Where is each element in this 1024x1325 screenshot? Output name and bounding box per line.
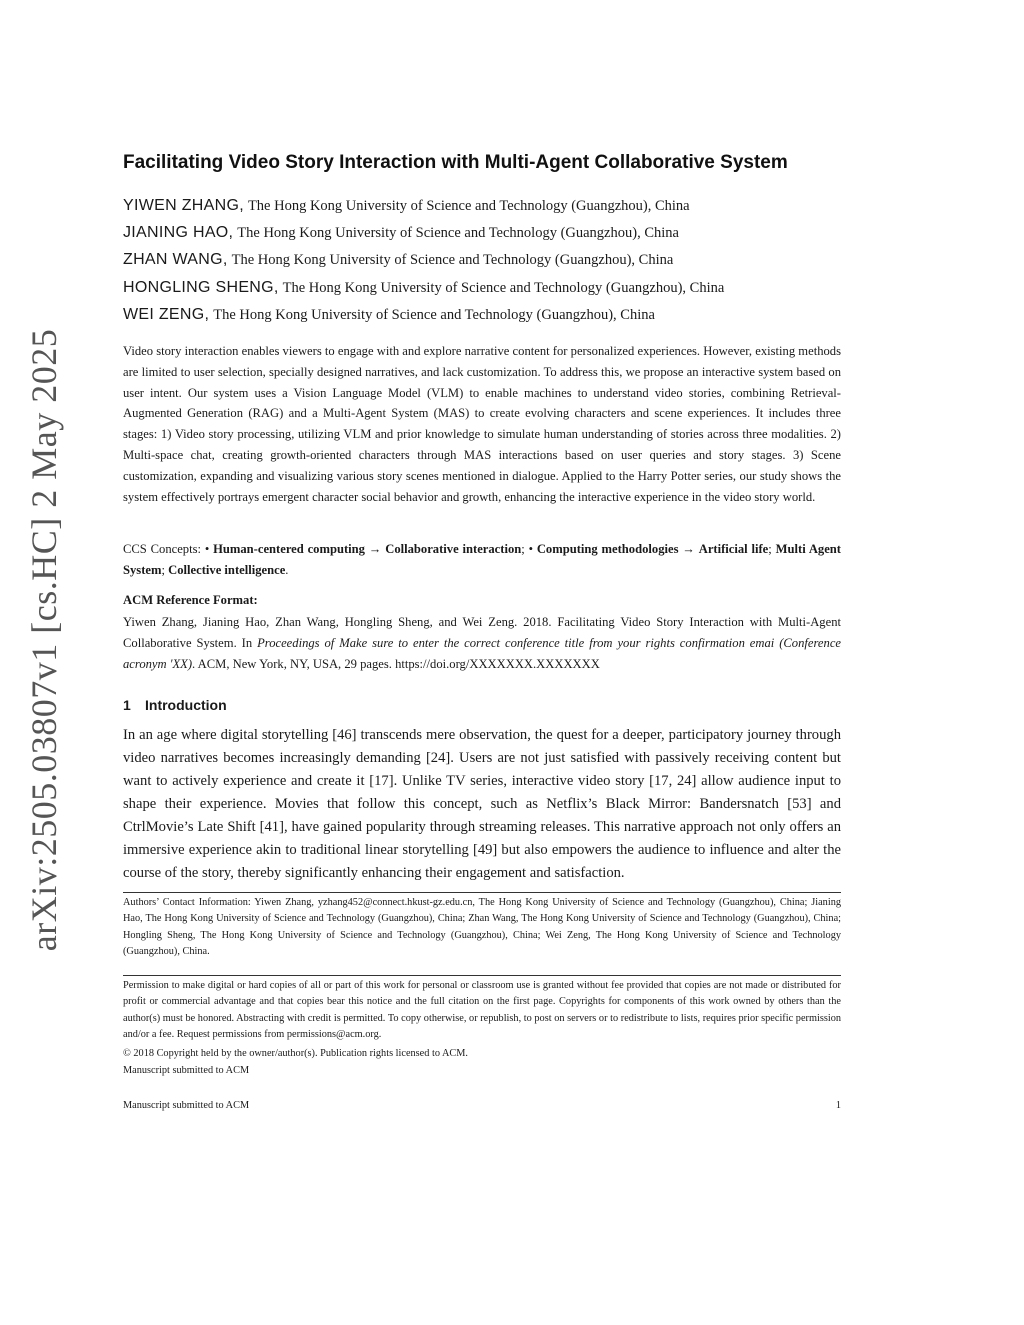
acm-reference-venue: Proceedings of Make sure to enter the correct conference title from your rights confirmation emai (Conference acronym 'XX) (123, 635, 841, 671)
ccs-arrow: → (678, 542, 699, 556)
author-name: WEI ZENG, (123, 305, 210, 323)
section-number: 1 (123, 697, 131, 713)
author-affiliation: The Hong Kong University of Science and Technology (Guangzhou), China (247, 198, 690, 214)
acm-reference-heading: ACM Reference Format: (123, 593, 258, 607)
ccs-concept: Human-centered computing (213, 542, 365, 556)
section-title: Introduction (145, 697, 227, 713)
section-heading-introduction (123, 697, 841, 713)
author-name: JIANING HAO, (123, 224, 234, 242)
ccs-concept: Artificial life (698, 542, 769, 556)
author-affiliation: The Hong Kong University of Science and Technology (Guangzhou), China (231, 252, 674, 269)
author-list (123, 197, 843, 333)
copyright-notice: © 2018 Copyright held by the owner/author(s). Publication rights licensed to ACM. (123, 1048, 469, 1059)
author-entry (123, 197, 843, 224)
author-name: ZHAN WANG, (123, 251, 228, 269)
author-affiliation: The Hong Kong University of Science and Technology (Guangzhou), China (237, 225, 679, 242)
author-entry (123, 224, 843, 251)
acm-reference-text (123, 612, 841, 674)
ccs-concept: Multi Agent System (123, 542, 841, 577)
author-name: YIWEN ZHANG, (123, 197, 244, 214)
abstract: Video story interaction enables viewers to engage with and explore narrative content for personalized experiences. However, existing methods are limited to user selection, specially designed narratives, and lack customization. To address this, we propose an interactive system based on user intent. Our system uses a Vision Language Model (VLM) to enable machines to understand video stories, combining Retrieval-Augmented Generation (RAG) and a Multi-Agent System (MAS) to create evolving characters and scene experiences. It includes three stages: 1) Video story processing, utilizing VLM and prior knowledge to simulate human understanding of stories across three modalities. 2) Multi-space chat, creating growth-oriented characters through MAS interactions based on user queries and story stages. 3) Scene customization, expanding and visualizing various story scenes mentioned in dialogue. Applied to the Harry Potter series, our study shows the system effectively portrays emergent character social behavior and growth, enhancing the interactive experience in the video story world. (123, 344, 841, 504)
author-entry (123, 306, 843, 333)
footnote-divider (123, 975, 841, 976)
author-entry (123, 251, 843, 278)
ccs-concept: Collaborative interaction (385, 542, 522, 556)
ccs-concept: Collective intelligence (168, 562, 286, 577)
page-number: 1 (835, 1100, 841, 1111)
arxiv-id-text: arXiv:2505.03807v1 [cs.HC] 2 May 2025 (24, 328, 64, 952)
author-affiliation: The Hong Kong University of Science and Technology (Guangzhou), China (282, 279, 725, 296)
author-contact-footnote: Authors’ Contact Information: Yiwen Zhang, yzhang452@connect.hkust-gz.edu.cn, The Hong Kong University of Science and Technology (Guangzhou), China; Jianing Hao, The Hong Kong University of Science and Technology (Guangzhou), China; Zhan Wang, The Hong Kong University of Science and Technology (Guangzhou), China; Hongling Sheng, The Hong Kong University of Science and Technology (Guangzhou), China; Wei Zeng, The Hong Kong University of Science and Technology (Guangzhou), China. (123, 897, 841, 958)
arxiv-sidebar-stamp (14, 328, 74, 952)
introduction-paragraph: In an age where digital storytelling [46] transcends mere observation, the quest for a deeper, participatory journey through video narratives becomes increasingly demanding [24]. Users are not just satisfied with passively receiving content but want to actively experience and create it [17]. Unlike TV series, interactive video story [17, 24] allow audience input to shape their experience. Movies that follow this concept, such as Netflix’s Black Mirror: Bandersnatch [53] and CtrlMovie’s Late Shift [41], have gained popularity through streaming releases. This narrative approach not only offers an immersive experience akin to traditional linear storytelling [49] but also empowers the audience to influence and alter the course of the story, thereby significantly enhancing their engagement and satisfaction. (123, 727, 841, 881)
ccs-end: . (285, 562, 289, 577)
ccs-concept: Computing methodologies (536, 542, 679, 556)
author-name: HONGLING SHENG, (123, 278, 279, 296)
footer-manuscript-label: Manuscript submitted to ACM (123, 1100, 250, 1111)
ccs-separator: ; (161, 562, 169, 577)
ccs-label: CCS Concepts: • (123, 542, 210, 556)
ccs-arrow: → (364, 542, 386, 556)
acm-reference-part: . ACM, New York, NY, USA, 29 pages. https://doi.org/XXXXXXX.XXXXXXX (192, 656, 600, 671)
author-affiliation: The Hong Kong University of Science and Technology (Guangzhou), China (213, 306, 655, 323)
footnote-divider (123, 892, 841, 893)
permission-notice: Permission to make digital or hard copies of all or part of this work for personal or classroom use is granted without fee provided that copies are not made or distributed for profit or commercial advantage and that copies bear this notice and the full citation on the first page. Copyrights for components of this work owned by others than the author(s) must be honored. Abstracting with credit is permitted. To copy otherwise, or republish, to post on servers or to redistribute to lists, requires prior specific permission and/or a fee. Request permissions from permissions@acm.org. (123, 980, 841, 1041)
manuscript-notice: Manuscript submitted to ACM (123, 1065, 250, 1076)
acm-reference-part: Yiwen Zhang, Jianing Hao, Zhan Wang, Hongling Sheng, and Wei Zeng. 2018. Facilitating Video Story Interaction with Multi-Agent Collaborative System. In (123, 615, 841, 650)
ccs-separator: ; • (521, 542, 537, 556)
ccs-separator: ; (768, 542, 776, 556)
ccs-concepts (123, 539, 841, 581)
author-entry (123, 279, 843, 306)
paper-title: Facilitating Video Story Interaction with Multi-Agent Collaborative System (123, 152, 788, 173)
